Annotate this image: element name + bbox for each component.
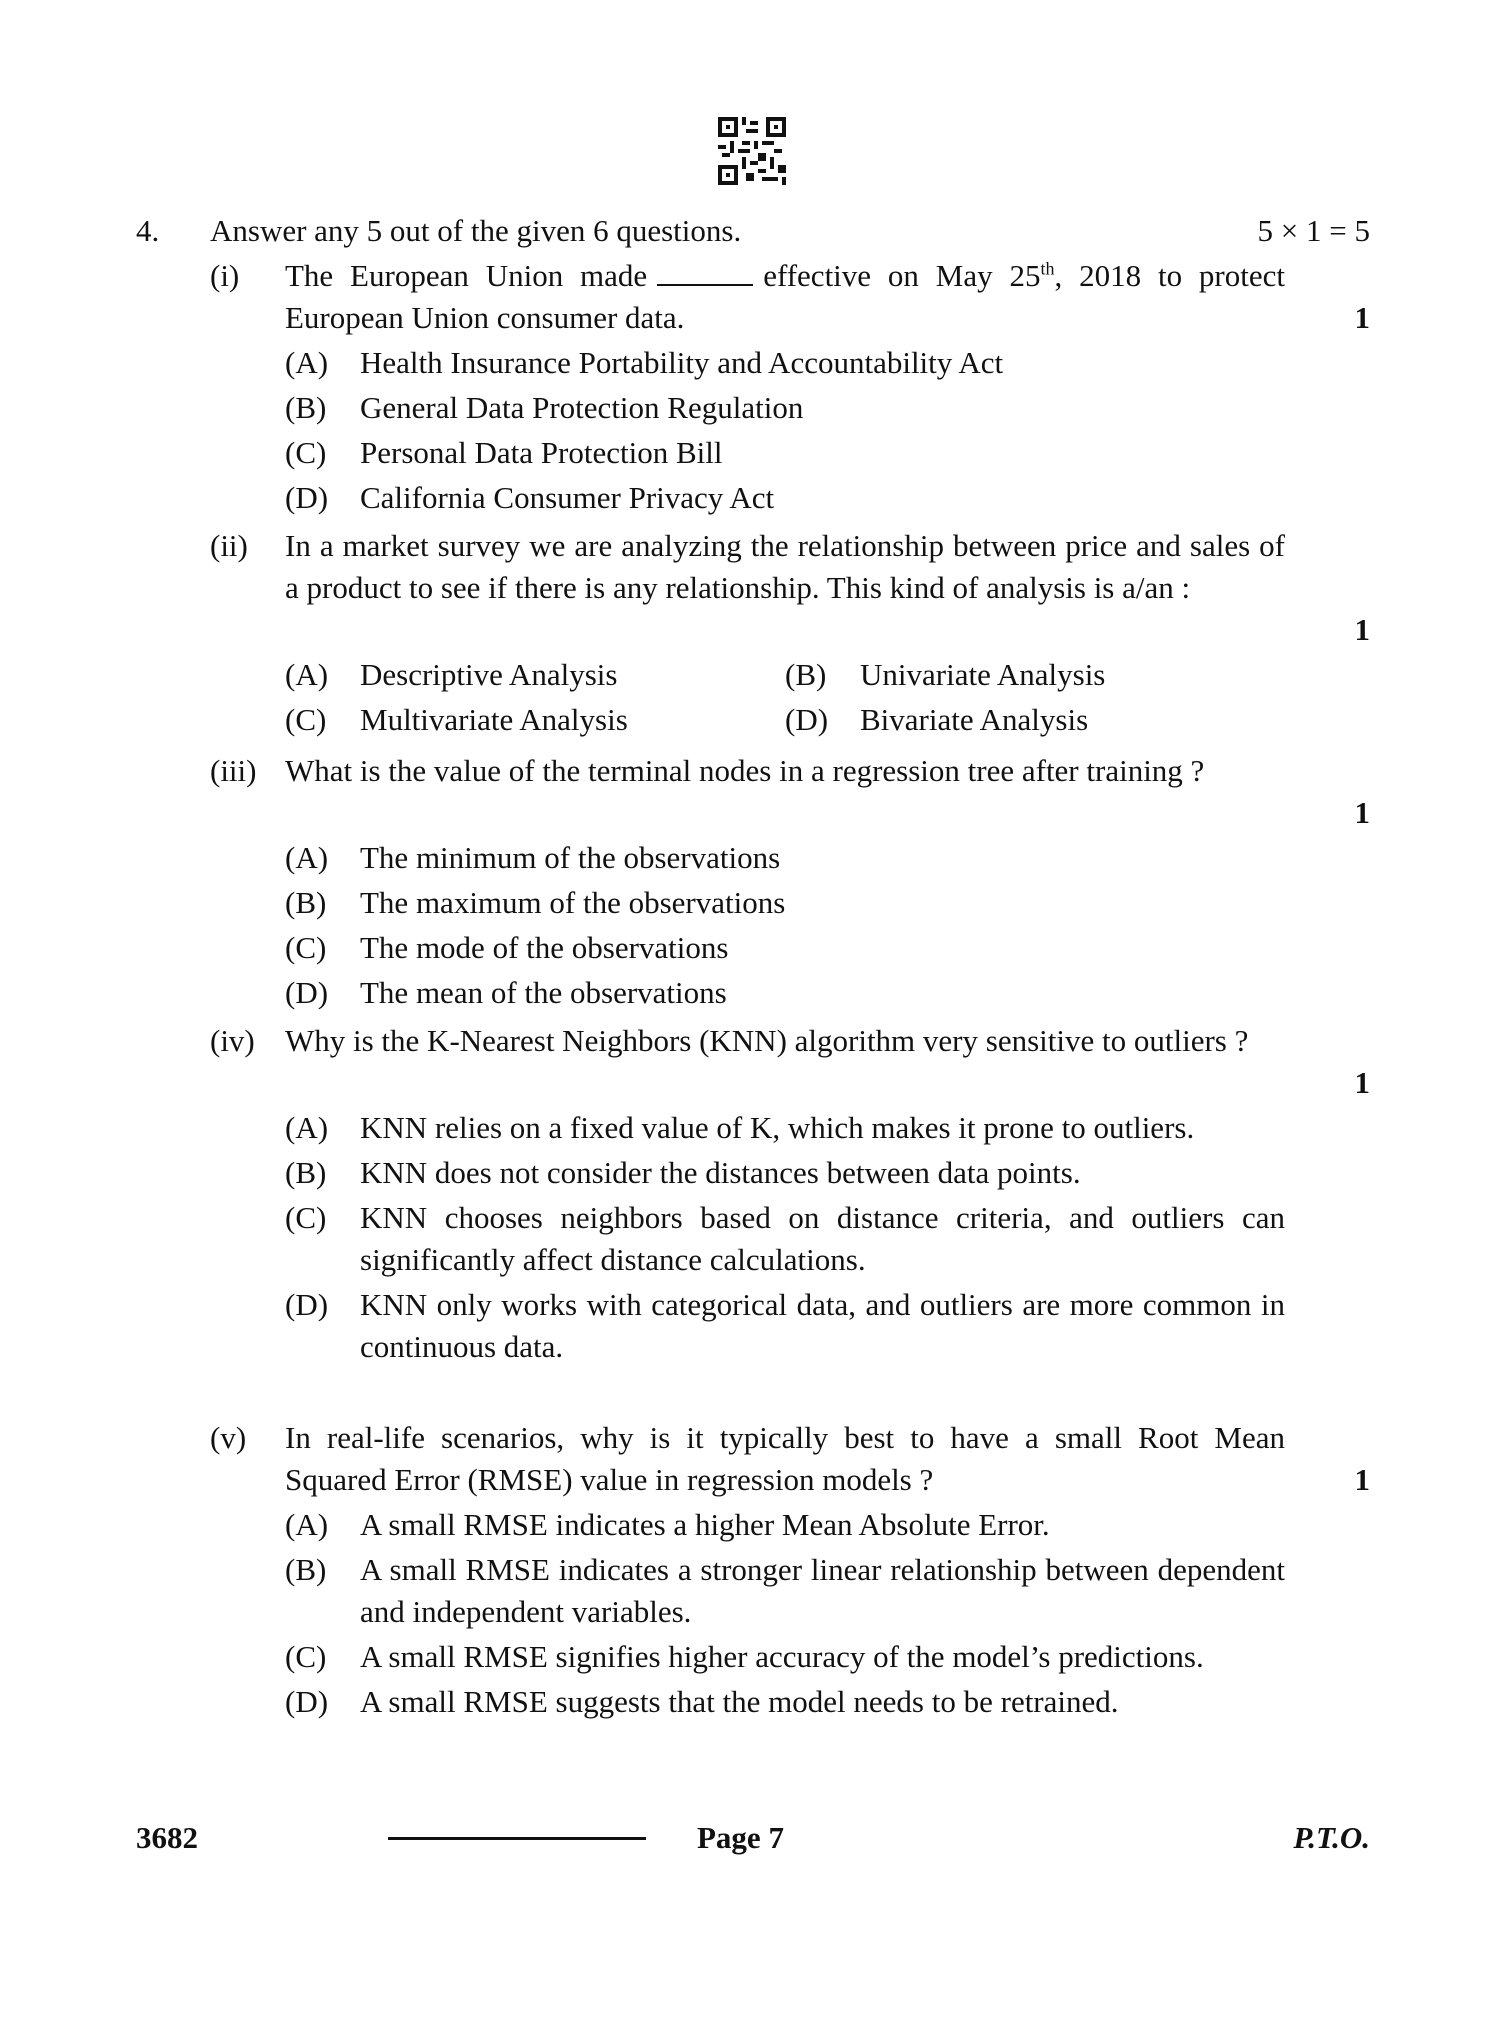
fill-in-blank	[657, 262, 753, 286]
option-d: (D) The mean of the observations	[285, 975, 727, 1010]
option-a: (A) The minimum of the observations	[285, 840, 781, 875]
sub-question-ii	[210, 525, 1370, 745]
option-b: (B) KNN does not consider the distances between data points.	[285, 1155, 1081, 1190]
option-d: (D) KNN only works with categorical data, and outliers are more common in continuous data.	[285, 1287, 1285, 1364]
please-turn-over: P.T.O.	[1293, 1820, 1370, 1855]
option-list	[285, 1107, 1285, 1371]
option-list	[285, 342, 1285, 522]
option-b: (B) A small RMSE indicates a stronger linear relationship between dependent and independent variables.	[285, 1552, 1285, 1629]
option-c: (C) KNN chooses neighbors based on distance criteria, and outliers can significantly affect distance calculations.	[285, 1200, 1285, 1277]
footer-rule	[388, 1837, 646, 1840]
option-c: (C) Personal Data Protection Bill	[285, 435, 723, 470]
option-c: (C) A small RMSE signifies higher accuracy of the model’s predictions.	[285, 1639, 1204, 1674]
page-number: Page 7	[697, 1820, 784, 1855]
option-list	[285, 1504, 1285, 1726]
option-a: (A) Descriptive Analysis	[285, 657, 618, 692]
option-c: (C) Multivariate Analysis	[285, 702, 628, 737]
option-list	[285, 654, 1285, 744]
option-d: (D) A small RMSE suggests that the model needs to be retrained.	[285, 1684, 1119, 1719]
qr-code	[718, 117, 786, 185]
sub-question-i	[210, 255, 1370, 515]
sub-question-iv	[210, 1020, 1370, 1420]
question-number: 4.	[136, 213, 160, 248]
sub-question-text: The European Union made effective on May 25th, 2018 to protect European Union consumer data.	[285, 258, 1285, 335]
option-b: (B) Univariate Analysis	[785, 657, 1106, 692]
sub-question-number: (iii)	[210, 753, 257, 788]
option-b: (B) The maximum of the observations	[285, 885, 786, 920]
question-mark: 1	[1354, 1462, 1370, 1497]
sub-question-v	[210, 1417, 1370, 1767]
sub-question-text: Why is the K-Nearest Neighbors (KNN) algorithm very sensitive to outliers ?	[285, 1023, 1249, 1058]
paper-code: 3682	[136, 1820, 198, 1855]
sub-question-number: (ii)	[210, 528, 248, 563]
sub-question-number: (iv)	[210, 1023, 255, 1058]
sub-question-iii	[210, 750, 1370, 1010]
option-row	[285, 654, 1285, 696]
question-mark: 1	[1354, 300, 1370, 335]
option-list	[285, 837, 1285, 1017]
question-instruction: Answer any 5 out of the given 6 questions.	[210, 213, 742, 248]
option-a: (A) A small RMSE indicates a higher Mean Absolute Error.	[285, 1507, 1050, 1542]
option-a: (A) KNN relies on a fixed value of K, which makes it prone to outliers.	[285, 1110, 1195, 1145]
option-b: (B) General Data Protection Regulation	[285, 390, 804, 425]
sub-question-text: In a market survey we are analyzing the relationship between price and sales of a product to see if there is any relationship. This kind of analysis is a/an :	[285, 528, 1285, 605]
option-row	[285, 699, 1285, 741]
question-mark: 1	[1354, 795, 1370, 830]
marks-total: 5 × 1 = 5	[1257, 213, 1370, 248]
sub-question-number: (i)	[210, 258, 240, 293]
question-mark: 1	[1354, 612, 1370, 647]
sub-question-text: In real-life scenarios, why is it typically best to have a small Root Mean Squared Error (RMSE) value in regression models ?	[285, 1420, 1285, 1497]
sub-question-number: (v)	[210, 1420, 247, 1455]
option-c: (C) The mode of the observations	[285, 930, 729, 965]
option-a: (A) Health Insurance Portability and Accountability Act	[285, 345, 1004, 380]
option-d: (D) Bivariate Analysis	[785, 702, 1089, 737]
option-d: (D) California Consumer Privacy Act	[285, 480, 775, 515]
question-mark: 1	[1354, 1065, 1370, 1100]
sub-question-text: What is the value of the terminal nodes in a regression tree after training ?	[285, 753, 1205, 788]
